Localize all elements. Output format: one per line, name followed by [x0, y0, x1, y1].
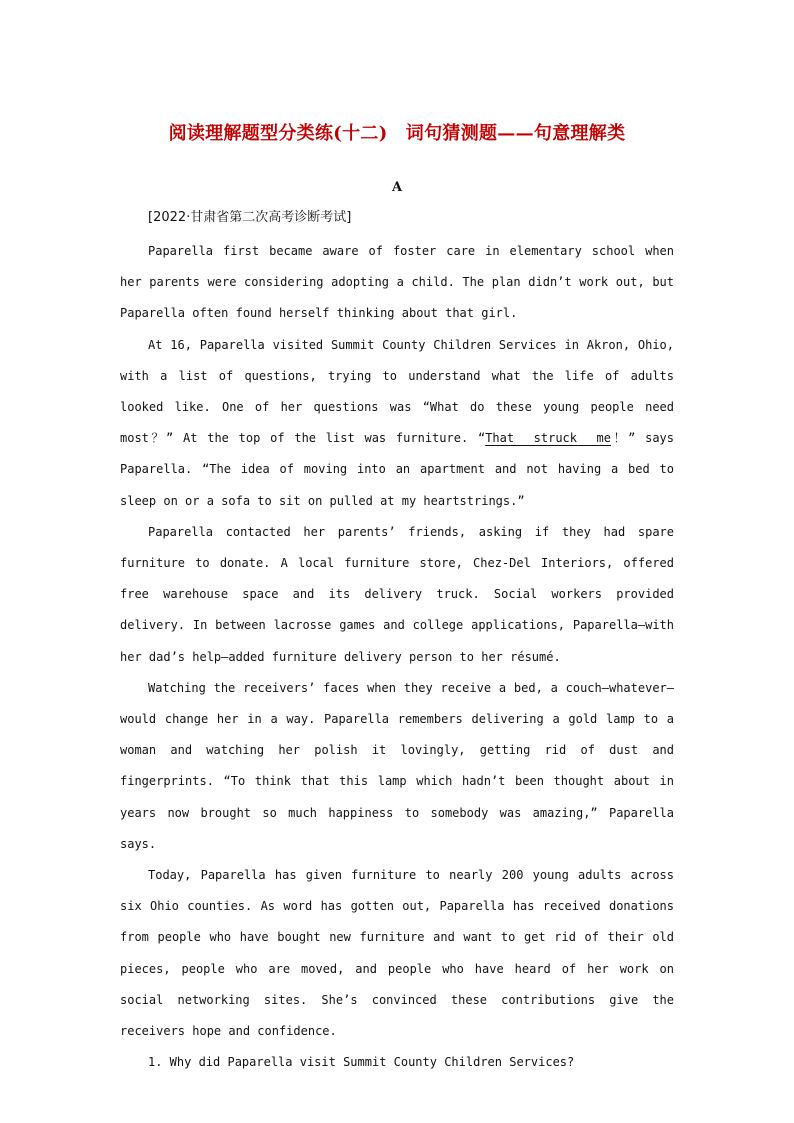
underlined-phrase: That struck me [485, 431, 611, 446]
exam-source: [2022·甘肃省第二次高考诊断考试] [148, 210, 352, 225]
reading-passage [120, 236, 674, 1078]
passage-paragraph-3: Paparella contacted her parents’ friends, asking if they had spare furniture to donate. A local furniture store, Chez-Del Interiors, offered free warehouse space and its delivery truck. Social workers provided delivery. In between lacrosse games and college applications, Paparella—with her dad’s help—added furniture delivery person to her résumé. [120, 524, 674, 664]
passage-paragraph-5: Today, Paparella has given furniture to nearly 200 young adults across six Ohio counties. As word has gotten out, Paparella has received donations from people who have bought new furniture and want to get rid of their old pieces, people who are moved, and people who have heard of her work on social networking sites. She’s convinced these contributions give the receivers hope and confidence. [120, 868, 674, 1039]
question-1: 1. Why did Paparella visit Summit County Children Services? [148, 1055, 575, 1070]
section-label: A [391, 180, 403, 195]
passage-paragraph-2 [120, 330, 674, 517]
paragraph-2-text-after: ！” says Paparella. “The idea of moving into an apartment and not having a bed to sleep on or a sofa to sit on pulled at my heartstrings.” [120, 431, 675, 508]
page-title: 阅读理解题型分类练(十二) 词句猜测题——句意理解类 [168, 123, 626, 144]
paragraph-2-text-before: At 16, Paparella visited Summit County Children Services in Akron, Ohio, with a list of questions, trying to understand what the life of adults looked like. One of her questions was “What do these young people need most？” At the top of the list was furniture. “ [120, 337, 674, 446]
passage-paragraph-1: Paparella first became aware of foster care in elementary school when her parents were considering adopting a child. The plan didn’t work out, but Paparella often found herself thinking about that girl. [120, 244, 674, 321]
passage-paragraph-4: Watching the receivers’ faces when they receive a bed, a couch—whatever—would change her in a way. Paparella remembers delivering a gold lamp to a woman and watching her polish it lovingly, getting rid of dust and fingerprints. “To think that this lamp which hadn’t been thought about in years now brought so much happiness to somebody was amazing,” Paparella says. [120, 680, 674, 851]
